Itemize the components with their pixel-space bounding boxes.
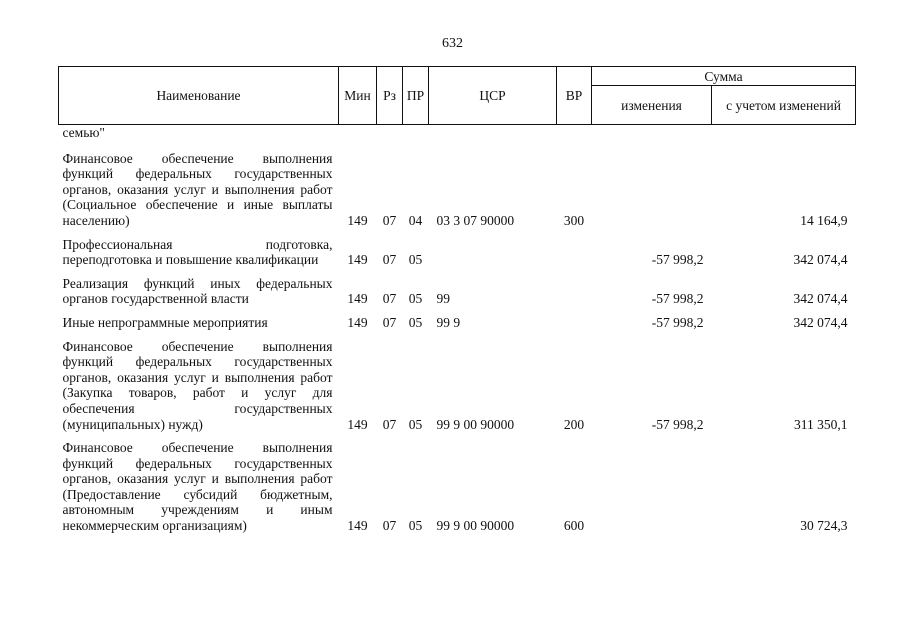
row-min: 149 — [347, 518, 368, 534]
row-min — [339, 125, 377, 151]
row-pr — [403, 125, 429, 151]
row-total: 342 074,4 — [793, 314, 848, 330]
table-row — [59, 151, 856, 237]
row-total: 30 724,3 — [800, 518, 848, 534]
row-rz: 07 — [382, 314, 397, 330]
row-name: Профессиональная подготовка, переподготовка и повышение квалификации — [62, 236, 333, 268]
table-row — [59, 315, 856, 339]
row-change: -57 998,2 — [651, 291, 704, 307]
page-number: 632 — [442, 36, 463, 51]
row-name: Финансовое обеспечение выполнения функций федеральных государственных органов, оказания услуг и выполнения работ (Закупка товаров, работ и услуг для обеспечения государственных (муниципальных) нужд) — [62, 338, 333, 432]
row-pr: 05 — [408, 291, 423, 307]
row-change — [592, 440, 712, 542]
row-total: 342 074,4 — [793, 252, 848, 268]
table-row — [59, 237, 856, 276]
row-total: 14 164,9 — [800, 212, 848, 228]
table-header — [59, 67, 856, 125]
row-csr: 99 9 00 90000 — [436, 518, 515, 534]
row-total — [712, 125, 856, 151]
row-csr — [429, 125, 557, 151]
row-min: 149 — [347, 314, 368, 330]
row-total: 311 350,1 — [794, 416, 848, 432]
row-name: семью" — [62, 125, 105, 140]
table-row — [59, 276, 856, 315]
header-sum: Сумма — [592, 67, 856, 86]
row-rz: 07 — [382, 518, 397, 534]
row-change: -57 998,2 — [651, 416, 704, 432]
row-name: Реализация функций иных федеральных органов государственной власти — [62, 275, 333, 307]
header-name: Наименование — [59, 67, 339, 125]
row-change — [592, 151, 712, 237]
row-name: Финансовое обеспечение выполнения функций федеральных государственных органов, оказания услуг и выполнения работ (Предоставление субсидий бюджетным, автономным учреждениям и иным некоммерческим организациям) — [62, 440, 333, 534]
row-csr: 99 — [436, 291, 450, 307]
row-pr: 05 — [408, 252, 423, 268]
row-rz: 07 — [382, 212, 397, 228]
row-vr: 300 — [563, 212, 585, 228]
row-change: -57 998,2 — [651, 314, 704, 330]
row-pr: 05 — [408, 518, 423, 534]
header-with-change: с учетом изменений — [712, 86, 856, 125]
row-rz — [377, 125, 403, 151]
header-csr: ЦСР — [429, 67, 557, 125]
row-min: 149 — [347, 252, 368, 268]
table-row — [59, 339, 856, 441]
row-csr: 99 9 00 90000 — [436, 416, 515, 432]
header-min: Мин — [339, 67, 377, 125]
table-row — [59, 440, 856, 542]
header-change: изменения — [592, 86, 712, 125]
header-rz: Рз — [377, 67, 403, 125]
row-rz: 07 — [382, 291, 397, 307]
row-pr: 04 — [408, 212, 423, 228]
table-row — [59, 125, 856, 151]
row-rz: 07 — [382, 416, 397, 432]
row-name: Финансовое обеспечение выполнения функций федеральных государственных органов, оказания услуг и выполнения работ (Социальное обеспечение и иные выплаты населению) — [62, 150, 333, 228]
row-change — [592, 125, 712, 151]
row-csr — [429, 237, 557, 276]
row-vr — [557, 315, 592, 339]
row-total: 342 074,4 — [793, 291, 848, 307]
table-body — [59, 125, 856, 542]
row-vr: 200 — [563, 416, 585, 432]
row-vr — [557, 125, 592, 151]
row-min: 149 — [347, 212, 368, 228]
row-csr: 03 3 07 90000 — [436, 212, 515, 228]
row-pr: 05 — [408, 314, 423, 330]
row-csr: 99 9 — [436, 314, 461, 330]
row-vr — [557, 276, 592, 315]
row-pr: 05 — [408, 416, 423, 432]
row-name: Иные непрограммные мероприятия — [62, 314, 268, 330]
header-pr: ПР — [403, 67, 429, 125]
row-change: -57 998,2 — [651, 252, 704, 268]
row-vr: 600 — [563, 518, 585, 534]
header-vr: ВР — [557, 67, 592, 125]
row-min: 149 — [347, 416, 368, 432]
row-min: 149 — [347, 291, 368, 307]
row-vr — [557, 237, 592, 276]
row-rz: 07 — [382, 252, 397, 268]
budget-table — [58, 66, 856, 542]
